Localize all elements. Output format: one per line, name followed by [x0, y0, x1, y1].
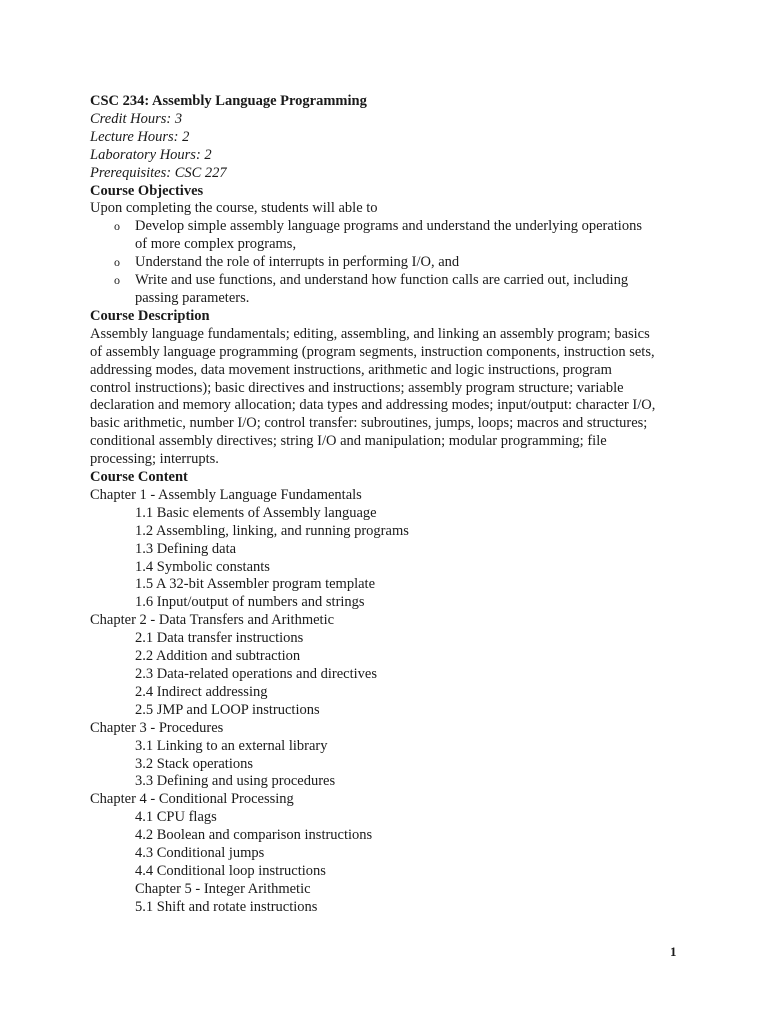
objective-item [90, 272, 690, 308]
section-item: 3.3 Defining and using procedures [135, 773, 336, 790]
section-item: 1.2 Assembling, linking, and running programs [135, 522, 409, 539]
section-item: 4.2 Boolean and comparison instructions [135, 827, 373, 844]
description-line: conditional assembly directives; string I/O and manipulation; modular programming; file [90, 433, 607, 450]
description-line: basic arithmetic, number I/O; control transfer: subroutines, jumps, loops; macros and structures; [90, 415, 648, 432]
section-item: 4.1 CPU flags [135, 809, 217, 826]
bullet-marker: o [114, 255, 120, 270]
section-item: 1.6 Input/output of numbers and strings [135, 594, 365, 611]
objective-item [90, 254, 690, 272]
content-heading: Course Content [90, 469, 188, 486]
objective-line: Understand the role of interrupts in performing I/O, and [135, 254, 460, 271]
section-item: 2.1 Data transfer instructions [135, 630, 304, 647]
section-item: 1.3 Defining data [135, 540, 237, 557]
chapter-title: Chapter 2 - Data Transfers and Arithmetic [90, 612, 335, 629]
section-item: 4.3 Conditional jumps [135, 845, 265, 862]
chapter-title: Chapter 4 - Conditional Processing [90, 791, 294, 808]
section-item: 1.5 A 32-bit Assembler program template [135, 576, 376, 593]
section-item: 3.1 Linking to an external library [135, 737, 328, 754]
description-line: declaration and memory allocation; data types and addressing modes; input/output: character I/O, [90, 397, 656, 414]
chapter-title: Chapter 3 - Procedures [90, 719, 224, 736]
lecture-hours: Lecture Hours: 2 [90, 128, 190, 145]
description-line: addressing modes, data movement instructions, arithmetic and logic instructions, program [90, 361, 612, 378]
section-item: 2.2 Addition and subtraction [135, 648, 301, 665]
section-item: 3.2 Stack operations [135, 755, 253, 772]
objective-line: passing parameters. [135, 289, 250, 306]
section-item: 2.4 Indirect addressing [135, 683, 268, 700]
prerequisites: Prerequisites: CSC 227 [90, 164, 227, 181]
credit-hours: Credit Hours: 3 [90, 110, 183, 127]
section-item: 4.4 Conditional loop instructions [135, 862, 326, 879]
section-item: 2.5 JMP and LOOP instructions [135, 701, 320, 718]
chapter-title: Chapter 1 - Assembly Language Fundamentals [90, 486, 362, 503]
section-item: Chapter 5 - Integer Arithmetic [135, 880, 311, 897]
course-title: CSC 234: Assembly Language Programming [90, 93, 367, 109]
section-item: 1.1 Basic elements of Assembly language [135, 504, 377, 521]
objective-line: Develop simple assembly language programs and understand the underlying operations [135, 218, 642, 235]
objective-line: Write and use functions, and understand how function calls are carried out, including [135, 272, 629, 289]
laboratory-hours: Laboratory Hours: 2 [90, 146, 212, 163]
description-line: Assembly language fundamentals; editing, assembling, and linking an assembly program; basics [90, 325, 650, 342]
description-line: of assembly language programming (program segments, instruction components, instruction sets, [90, 343, 655, 360]
bullet-marker: o [114, 219, 120, 234]
section-item: 1.4 Symbolic constants [135, 558, 270, 575]
objective-line: of more complex programs, [135, 236, 297, 253]
objectives-list [90, 218, 690, 308]
bullet-marker: o [114, 273, 120, 288]
objective-item [90, 218, 690, 254]
description-line: processing; interrupts. [90, 451, 219, 468]
page-content [90, 93, 690, 917]
objectives-intro: Upon completing the course, students will able to [90, 200, 378, 217]
section-item: 5.1 Shift and rotate instructions [135, 898, 318, 915]
section-item: 2.3 Data-related operations and directives [135, 666, 377, 682]
page-number: 1 [670, 944, 677, 959]
description-heading: Course Description [90, 307, 210, 324]
objectives-heading: Course Objectives [90, 182, 204, 199]
description-line: control instructions); basic directives and instructions; assembly program structure; variable [90, 379, 624, 396]
